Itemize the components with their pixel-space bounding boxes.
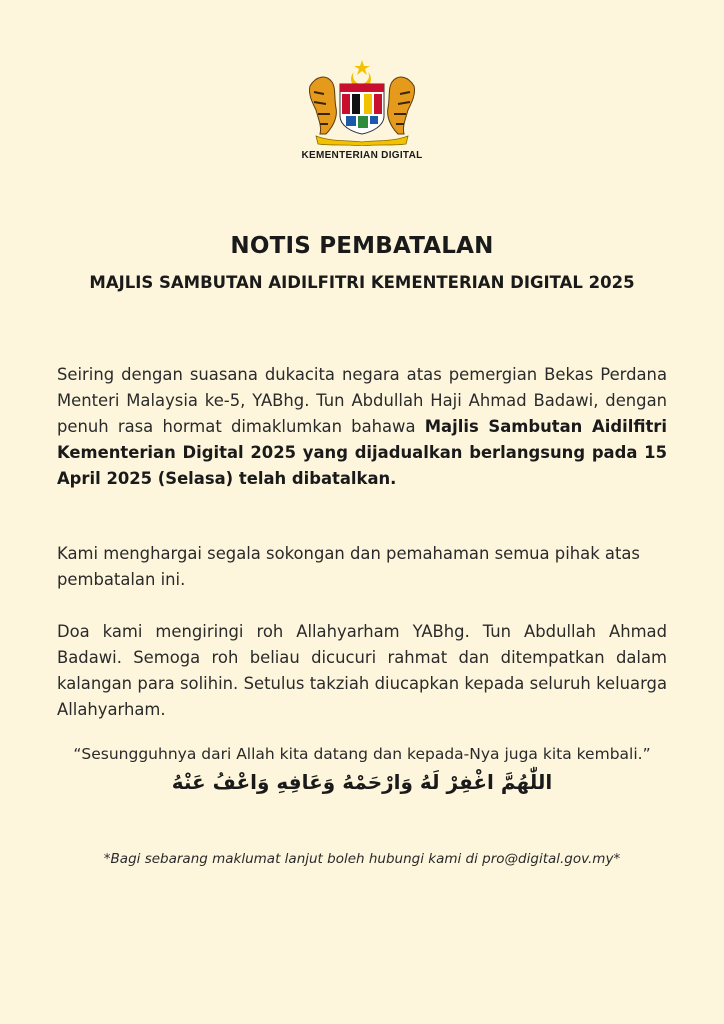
paragraph-appreciation: Kami menghargai segala sokongan dan pemahaman semua pihak atas pembatalan ini. [57,544,640,589]
notice-title: NOTIS PEMBATALAN [230,233,494,259]
paragraph-condolence: Doa kami mengiringi roh Allahyarham YABhg. Tun Abdullah Ahmad Badawi. Semoga roh beliau dicucuri rahmat dan ditempatkan dalam kalangan para solihin. Setulus takziah diucapkan kepada seluruh keluarga Allahyarham. [57,622,667,719]
contact-footnote: *Bagi sebarang maklumat lanjut boleh hubungi kami di pro@digital.gov.my* [103,851,621,867]
paragraph-announcement [57,362,667,492]
ministry-name: KEMENTERIAN DIGITAL [301,150,423,161]
malaysia-coat-of-arms-icon [302,58,422,146]
notice-subtitle: MAJLIS SAMBUTAN AIDILFITRI KEMENTERIAN DIGITAL 2025 [89,273,635,292]
closing-quote: “Sesungguhnya dari Allah kita datang dan kepada-Nya juga kita kembali.” [73,745,651,763]
arabic-prayer: اللّٰهُمَّ اغْفِرْ لَهُ وَارْحَمْهُ وَعَافِهِ وَاعْفُ عَنْهُ [171,770,553,794]
paragraph-announcement-bold: Majlis Sambutan Aidilfitri Kementerian Digital 2025 yang dijadualkan berlangsung pada 15 April 2025 (Selasa) telah dibatalkan. [57,417,668,488]
paragraph-announcement-intro: Seiring dengan suasana dukacita negara atas pemergian Bekas Perdana Menteri Malaysia ke-5, YABhg. Tun Abdullah Haji Ahmad Badawi, dengan penuh rasa hormat dimaklumkan bahawa [57,365,667,436]
